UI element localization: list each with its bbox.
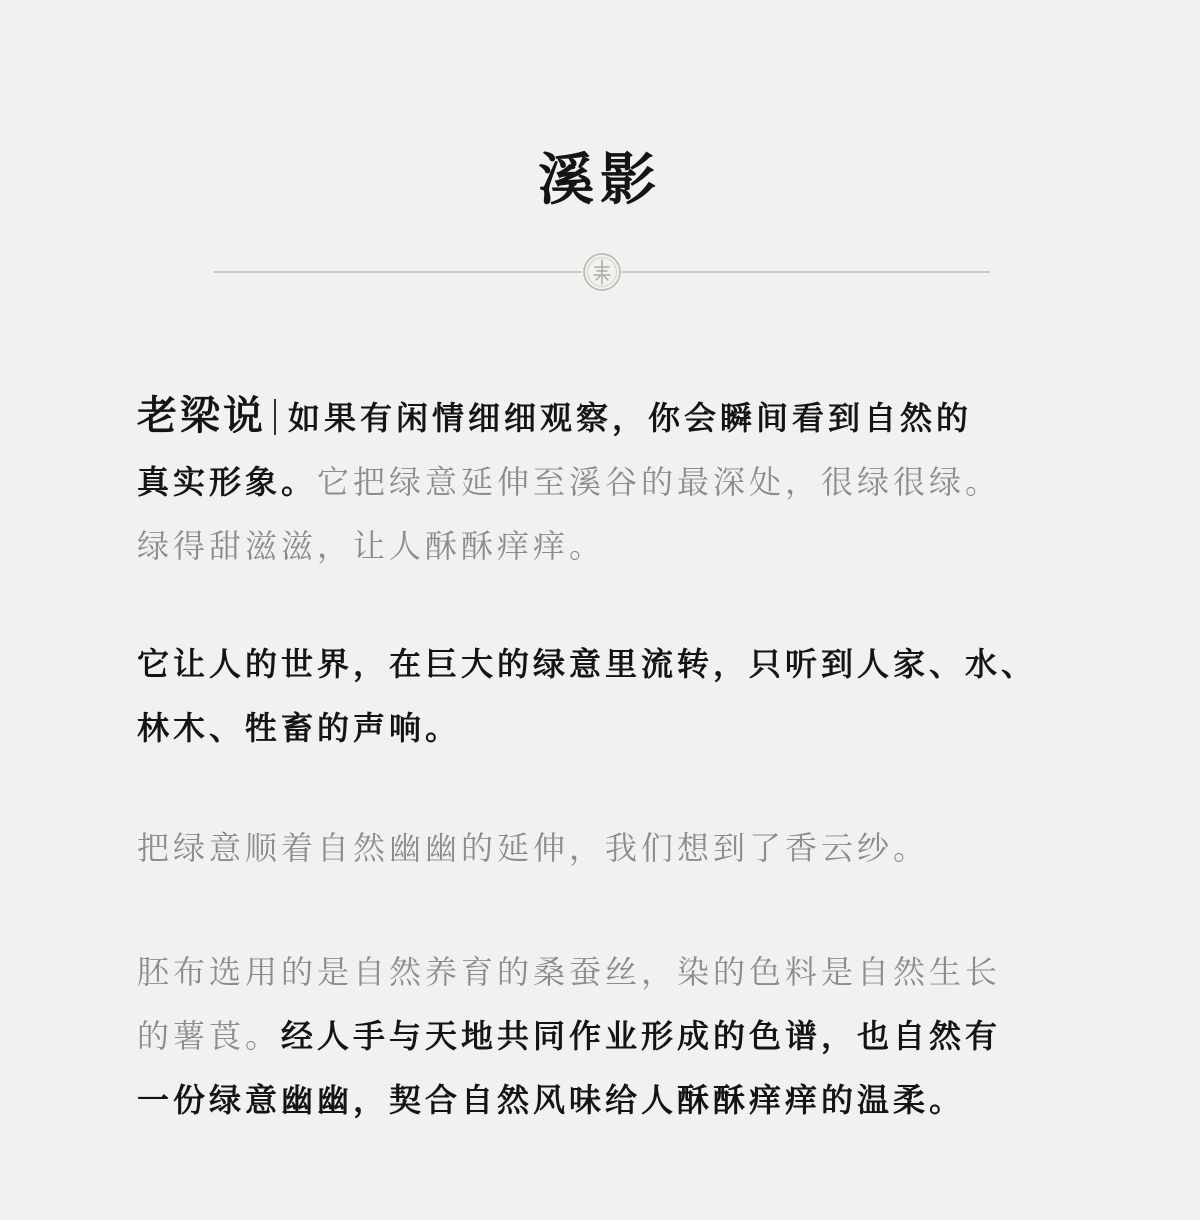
paragraph-1-line-1 xyxy=(137,384,1001,450)
paragraph-3 xyxy=(137,816,929,880)
paragraph-4-line-2-gray: 的薯莨。 xyxy=(137,1017,282,1055)
paragraph-2-line-1: 它让人的世界，在巨大的绿意里流转，只听到人家、水、 xyxy=(137,645,1038,683)
lead-separator xyxy=(274,399,276,435)
paragraph-4-line-2-dark: 经人手与天地共同作业形成的色谱，也自然有 xyxy=(281,1017,1002,1055)
paragraph-1 xyxy=(137,384,1001,578)
paragraph-1-line-2-dark: 真实形象。 xyxy=(137,463,318,501)
paragraph-4-line-3: 一份绿意幽幽，契合自然风味给人酥酥痒痒的温柔。 xyxy=(137,1081,966,1119)
paragraph-1-line-2 xyxy=(137,450,1001,514)
paragraph-1-line-1-text: 如果有闲情细细观察，你会瞬间看到自然的 xyxy=(288,399,973,437)
paragraph-4 xyxy=(137,940,1001,1132)
title-divider xyxy=(214,252,990,292)
paragraph-4-line-1: 胚布选用的是自然养育的桑蚕丝，染的色料是自然生长 xyxy=(137,953,1002,991)
page-title: 溪影 xyxy=(538,147,662,213)
paragraph-1-line-2-gray: 它把绿意延伸至溪谷的最深处，很绿很绿。 xyxy=(317,463,1002,501)
divider-line-right xyxy=(622,271,990,273)
paragraph-4-line-2 xyxy=(137,1004,1001,1068)
paragraph-3-line-1: 把绿意顺着自然幽幽的延伸，我们想到了香云纱。 xyxy=(137,829,930,867)
paragraph-2 xyxy=(137,632,1037,760)
divider-line-left xyxy=(214,271,582,273)
author-lead: 老梁说 xyxy=(137,393,266,439)
paragraph-2-line-2: 林木、牲畜的声响。 xyxy=(137,709,462,747)
seal-logo-icon xyxy=(582,252,622,292)
paragraph-1-line-3: 绿得甜滋滋，让人酥酥痒痒。 xyxy=(137,527,606,565)
